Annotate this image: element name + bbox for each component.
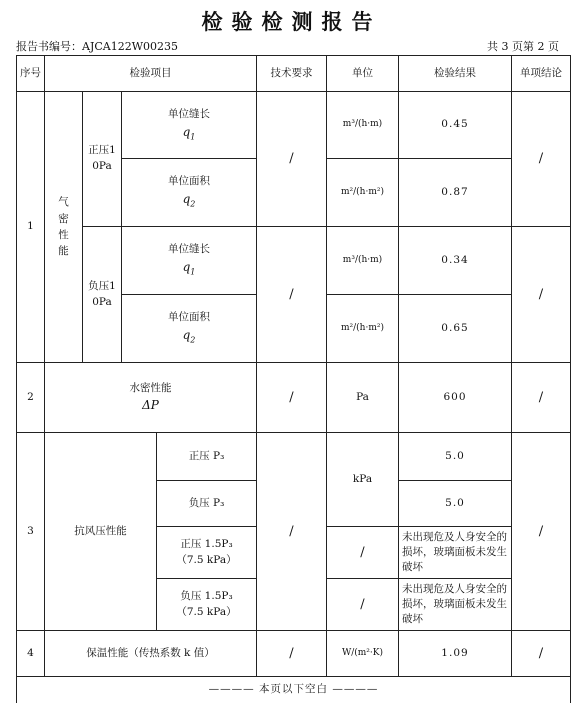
watertight-tech-req: /: [257, 363, 327, 433]
pos-area-value: 0.87: [399, 159, 512, 227]
wind-sub-4: 负压 1.5P₃ （7.5 kPa）: [157, 579, 257, 631]
pos-seam-unit: m³/(h·m): [327, 92, 399, 159]
thermal-name: 保温性能（传热系数 k 值）: [45, 631, 257, 677]
header-item: 检验项目: [45, 56, 257, 92]
pos-conclusion: /: [512, 92, 571, 227]
neg-area-value: 0.65: [399, 295, 512, 363]
pos-tech-req: /: [257, 92, 327, 227]
pos-seam-value: 0.45: [399, 92, 512, 159]
seq-3: 3: [17, 433, 45, 631]
watertight-unit: Pa: [327, 363, 399, 433]
watertight-value: 600: [399, 363, 512, 433]
table-row: [17, 433, 571, 481]
airtight-name: 气密性能: [45, 92, 83, 363]
wind-safety-unit-2: /: [327, 579, 399, 631]
header-tech-req: 技术要求: [257, 56, 327, 92]
report-title: 检验检测报告: [201, 9, 382, 34]
pos-seam-label: 单位缝长 $q_1$: [122, 92, 257, 159]
thermal-value: 1.09: [399, 631, 512, 677]
wind-safety-result-2: 未出现危及人身安全的损坏，玻璃面板未发生破坏: [399, 579, 512, 631]
wind-safety-unit-1: /: [327, 527, 399, 579]
header-unit: 单位: [327, 56, 399, 92]
header-conclusion: 单项结论: [512, 56, 571, 92]
wind-safety-result-1: 未出现危及人身安全的损坏，玻璃面板未发生破坏: [399, 527, 512, 579]
wind-value-1: 5.0: [399, 433, 512, 481]
seq-4: 4: [17, 631, 45, 677]
wind-name: 抗风压性能: [45, 433, 157, 631]
seq-2: 2: [17, 363, 45, 433]
neg-area-label: 单位面积 $q_2$: [122, 295, 257, 363]
airtight-negative: 负压10Pa: [83, 227, 122, 363]
neg-area-unit: m²/(h·m²): [327, 295, 399, 363]
seq-1: 1: [17, 92, 45, 363]
wind-unit: kPa: [327, 433, 399, 527]
wind-sub-1: 正压 P₃: [157, 433, 257, 481]
neg-seam-value: 0.34: [399, 227, 512, 295]
watertight-conclusion: /: [512, 363, 571, 433]
table-header-row: [17, 56, 571, 92]
header-result: 检验结果: [399, 56, 512, 92]
thermal-conclusion: /: [512, 631, 571, 677]
neg-conclusion: /: [512, 227, 571, 363]
neg-tech-req: /: [257, 227, 327, 363]
table-row: [17, 227, 571, 295]
wind-sub-2: 负压 P₃: [157, 481, 257, 527]
watertight-name: 水密性能 ΔP: [45, 363, 257, 433]
wind-sub-3: 正压 1.5P₃ （7.5 kPa）: [157, 527, 257, 579]
table-row: [17, 677, 571, 704]
table-row: [17, 631, 571, 677]
page-info: 共 3 页第 2 页: [487, 40, 559, 53]
thermal-unit: W/(m²·K): [327, 631, 399, 677]
wind-tech-req: /: [257, 433, 327, 631]
neg-seam-unit: m³/(h·m): [327, 227, 399, 295]
pos-area-label: 单位面积 $q_2$: [122, 159, 257, 227]
report-number: 报告书编号：AJCA122W00235: [16, 40, 179, 53]
table-row: [17, 92, 571, 159]
wind-value-2: 5.0: [399, 481, 512, 527]
wind-conclusion: /: [512, 433, 571, 631]
airtight-positive: 正压10Pa: [83, 92, 122, 227]
table-row: [17, 363, 571, 433]
neg-seam-label: 单位缝长 $q_1$: [122, 227, 257, 295]
pos-area-unit: m²/(h·m²): [327, 159, 399, 227]
thermal-tech-req: /: [257, 631, 327, 677]
inspection-table: [16, 55, 571, 703]
header-seq: 序号: [17, 56, 45, 92]
blank-below-note: ———— 本页以下空白 ————: [17, 677, 571, 704]
